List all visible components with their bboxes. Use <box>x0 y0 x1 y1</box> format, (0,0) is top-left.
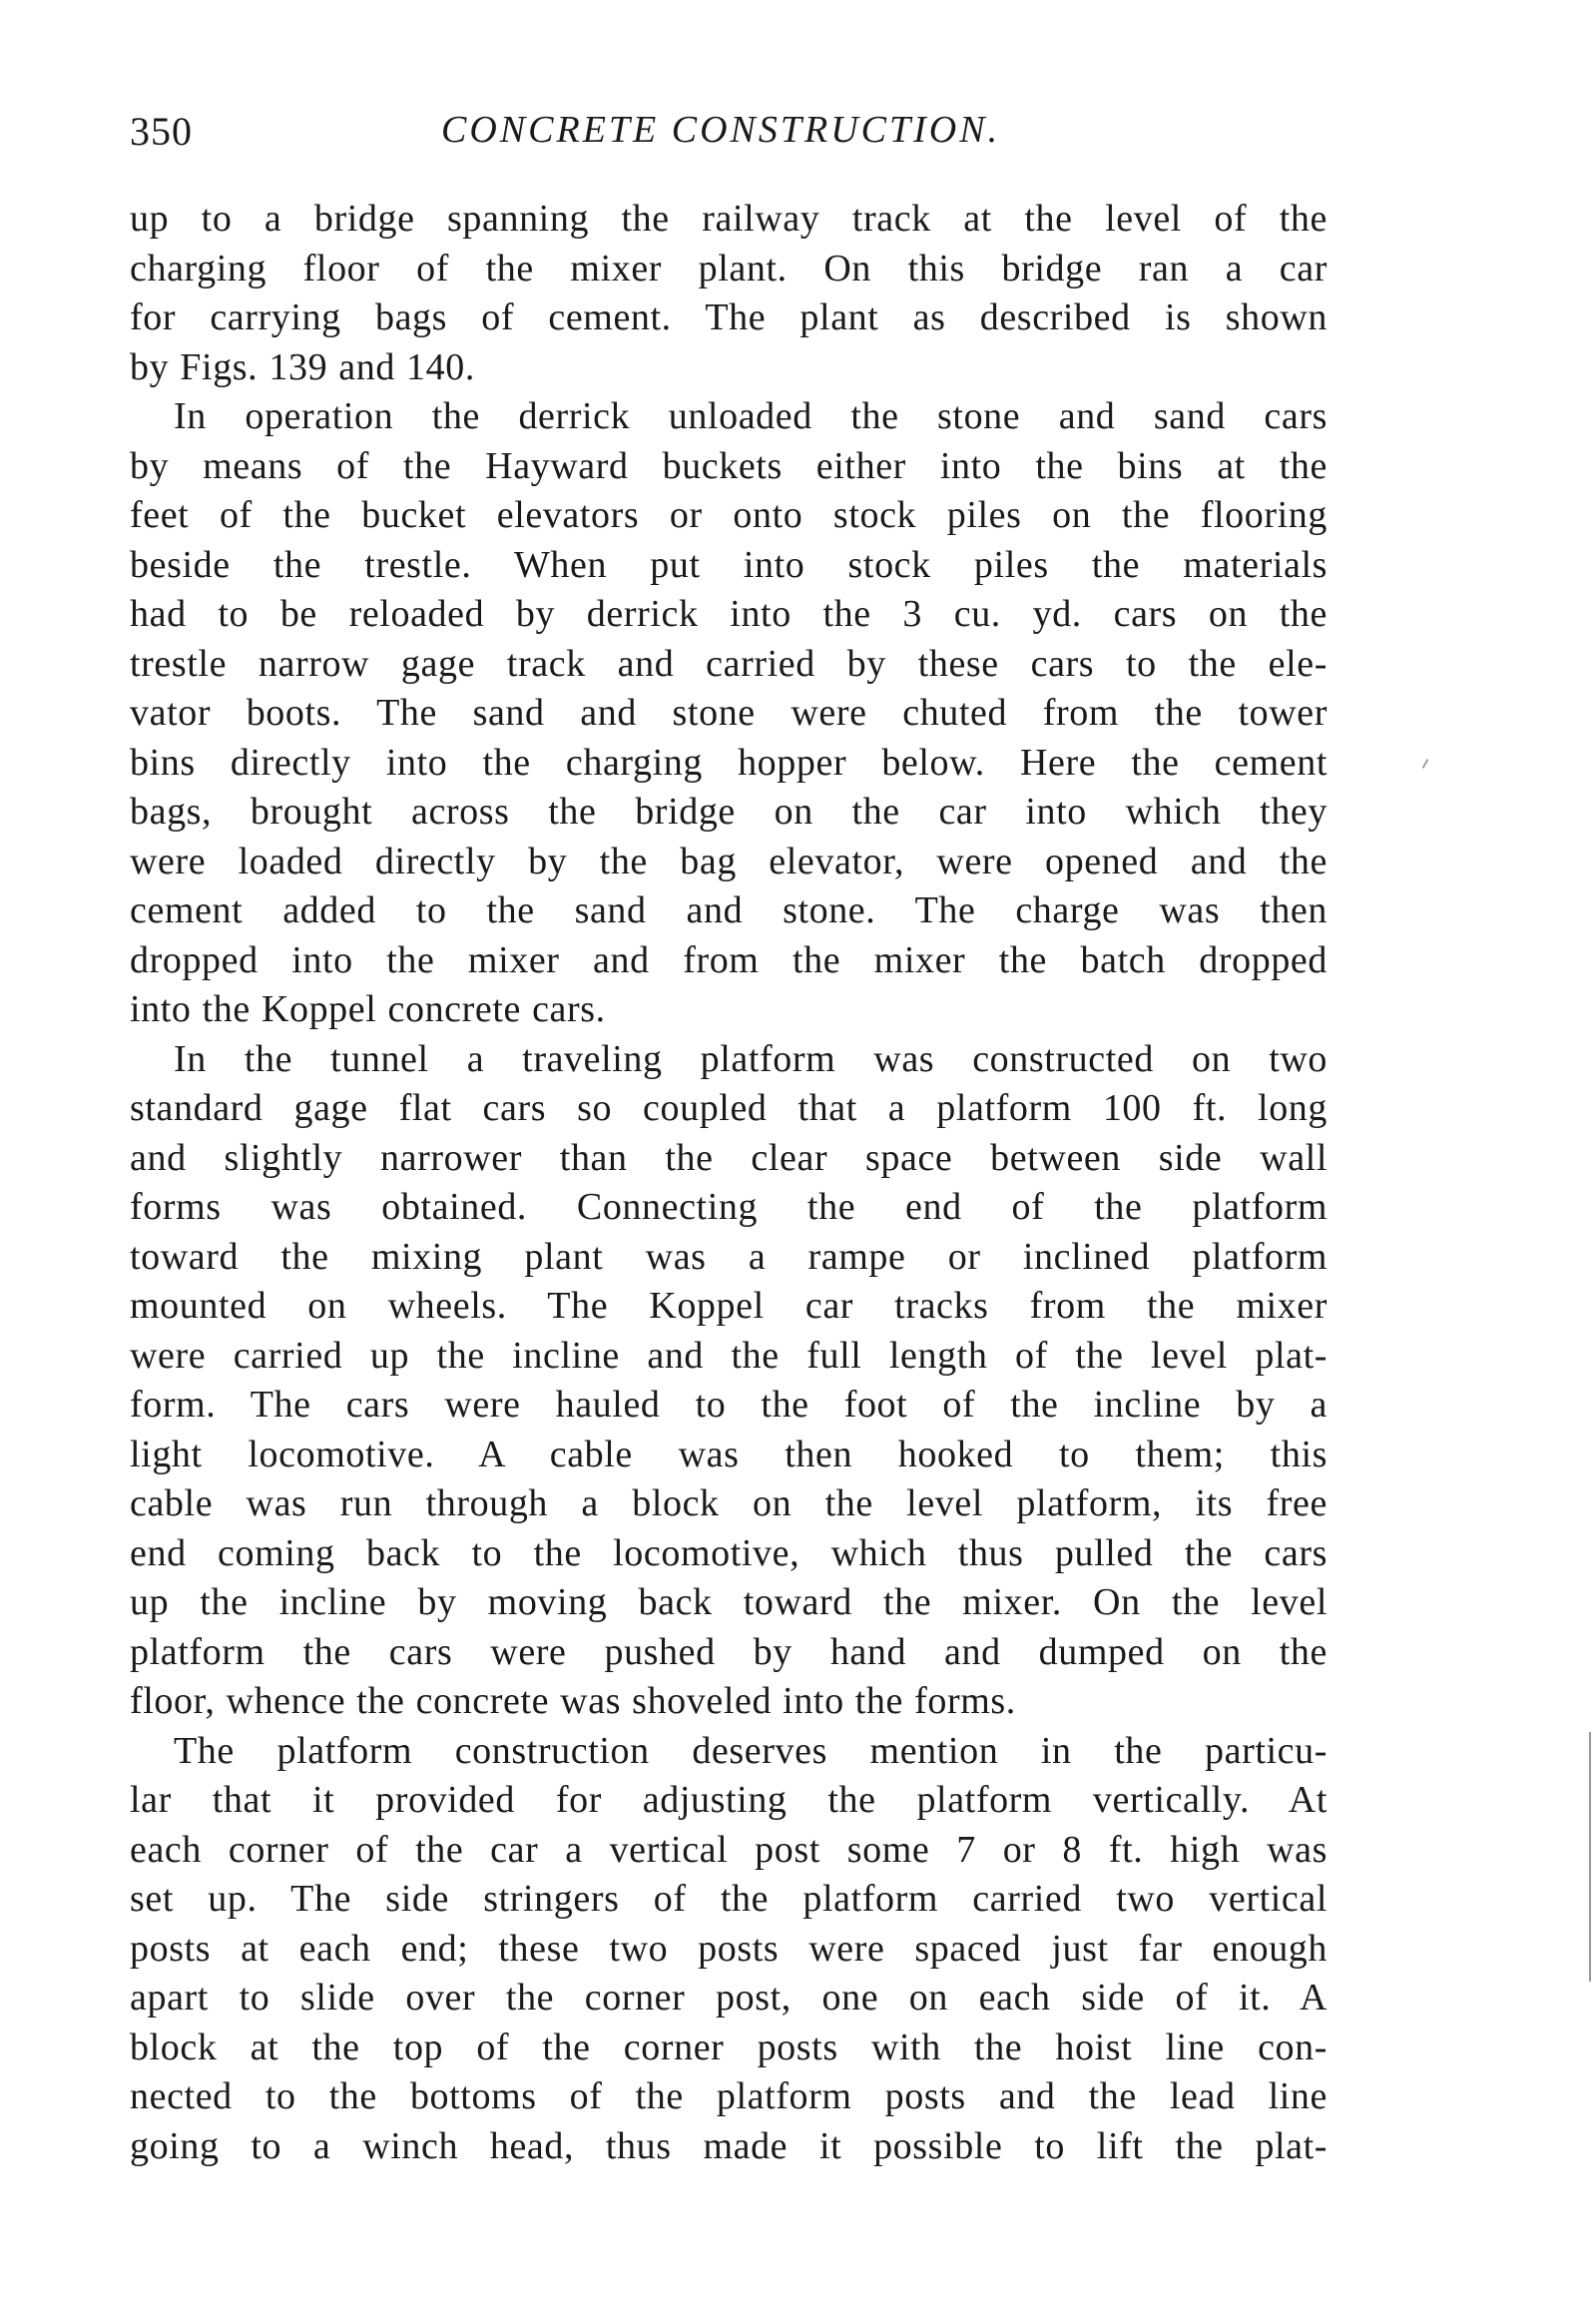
scan-mark <box>1589 1732 1591 1982</box>
text-line: apart to slide over the corner post, one on each side of it. A <box>130 1977 1328 2019</box>
text-line: and slightly narrower than the clear space between side wall <box>130 1136 1328 1179</box>
text-line: vator boots. The sand and stone were chuted from the tower <box>130 692 1328 734</box>
text-line: The platform construction deserves mention in the particu- <box>174 1729 1328 1772</box>
text-line: In the tunnel a traveling platform was constructed on two <box>174 1037 1328 1080</box>
page-number: 350 <box>130 109 193 154</box>
text-line: by means of the Hayward buckets either into the bins at the <box>130 444 1328 487</box>
text-line: up to a bridge spanning the railway track at the level of the <box>130 198 1328 240</box>
text-line: by Figs. 139 and 140. <box>130 345 475 388</box>
text-line: cable was run through a block on the level platform, its free <box>130 1482 1328 1524</box>
text-line: charging floor of the mixer plant. On this bridge ran a car <box>130 247 1328 289</box>
text-line: trestle narrow gage track and carried by these cars to the ele- <box>130 642 1328 685</box>
text-line: going to a winch head, thus made it possible to lift the plat- <box>130 2124 1328 2167</box>
text-line: nected to the bottoms of the platform posts and the lead line <box>130 2075 1328 2117</box>
text-line: had to be reloaded by derrick into the 3 cu. yd. cars on the <box>130 593 1328 635</box>
text-line: forms was obtained. Connecting the end of the platform <box>130 1186 1328 1228</box>
text-line: dropped into the mixer and from the mixer the batch dropped <box>130 938 1328 981</box>
text-line: toward the mixing plant was a rampe or inclined platform <box>130 1235 1328 1278</box>
text-line: beside the trestle. When put into stock piles the materials <box>130 543 1328 586</box>
text-line: cement added to the sand and stone. The charge was then <box>130 889 1328 931</box>
text-line: standard gage flat cars so coupled that a platform 100 ft. long <box>130 1087 1328 1129</box>
running-title: CONCRETE CONSTRUCTION. <box>441 109 1001 151</box>
text-line: mounted on wheels. The Koppel car tracks from the mixer <box>130 1285 1328 1327</box>
text-line: up the incline by moving back toward the mixer. On the level <box>130 1581 1328 1623</box>
text-line: form. The cars were hauled to the foot of the incline by a <box>130 1384 1328 1426</box>
body-text <box>130 195 1328 2171</box>
text-line: light locomotive. A cable was then hooked to them; this <box>130 1433 1328 1475</box>
text-line: floor, whence the concrete was shoveled into the forms. <box>130 1680 1016 1722</box>
page-header <box>130 108 1342 168</box>
text-line: lar that it provided for adjusting the platform vertically. At <box>130 1779 1328 1821</box>
text-line: bins directly into the charging hopper below. Here the cement <box>130 741 1328 784</box>
text-line: were loaded directly by the bag elevator, were opened and the <box>130 840 1328 882</box>
text-line: platform the cars were pushed by hand and dumped on the <box>130 1630 1328 1673</box>
text-line: were carried up the incline and the full length of the level plat- <box>130 1334 1328 1377</box>
text-line: bags, brought across the bridge on the car into which they <box>130 791 1328 833</box>
text-line: In operation the derrick unloaded the stone and sand cars <box>174 395 1328 437</box>
text-line: block at the top of the corner posts with the hoist line con- <box>130 2025 1328 2068</box>
text-line: posts at each end; these two posts were spaced just far enough <box>130 1927 1328 1970</box>
text-line: set up. The side stringers of the platform carried two vertical <box>130 1878 1328 1920</box>
scan-mark <box>1422 759 1429 769</box>
text-line: each corner of the car a vertical post some 7 or 8 ft. high was <box>130 1828 1328 1871</box>
text-line: feet of the bucket elevators or onto stock piles on the flooring <box>130 494 1328 536</box>
text-line: end coming back to the locomotive, which thus pulled the cars <box>130 1531 1328 1574</box>
text-line: into the Koppel concrete cars. <box>130 988 606 1030</box>
text-line: for carrying bags of cement. The plant as described is shown <box>130 296 1328 338</box>
